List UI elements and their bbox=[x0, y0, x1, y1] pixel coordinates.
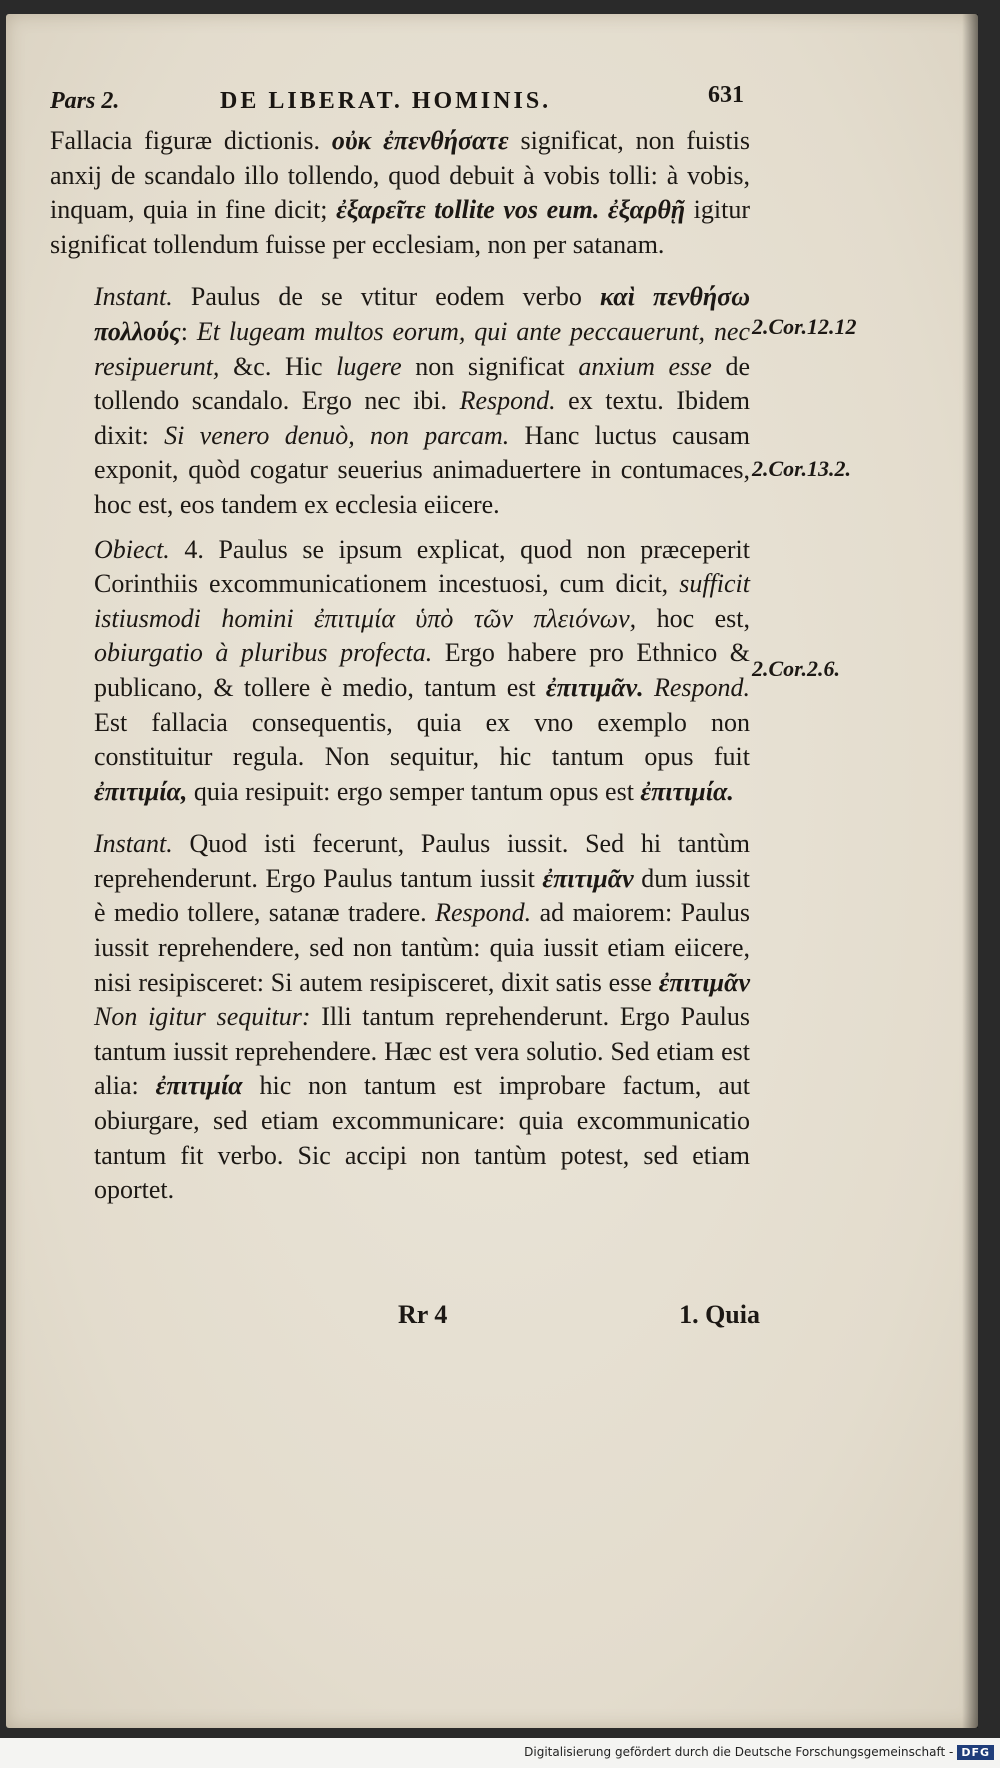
italic-text: Instant. bbox=[94, 829, 173, 859]
italic-text: Respond. bbox=[653, 672, 751, 702]
roman-text: 4. Paulus se ipsum explicat, quod non præceperit Corinthiis excommunicationem incestuosi, cum dicit, bbox=[94, 534, 750, 599]
roman-text: non significat bbox=[401, 351, 579, 381]
greek-text: ἐξαρεῖτε tollite vos eum. ἐξαρθῇ bbox=[336, 195, 686, 225]
spine-shadow bbox=[962, 14, 978, 1728]
roman-text: de tollendo scandalo. Ergo nec ibi. bbox=[94, 351, 750, 416]
paragraph bbox=[50, 827, 750, 1208]
funding-notice bbox=[524, 1742, 994, 1762]
roman-text: Fallacia figuræ dictionis. bbox=[50, 126, 332, 155]
italic-text: anxium esse bbox=[578, 351, 712, 381]
roman-text: dum iussit è medio tollere, satanæ tradere. bbox=[94, 863, 750, 928]
italic-text: Obiect. bbox=[94, 534, 170, 564]
greek-text: οὐκ ἐπενθήσατε bbox=[331, 126, 509, 155]
greek-text: ἐπιτιμία. bbox=[640, 776, 734, 806]
greek-text: ἐπιτιμᾶν bbox=[658, 967, 750, 997]
roman-text: quia resipuit: ergo semper tantum opus est bbox=[187, 776, 641, 806]
roman-text: hic non tantum est improbare factum, aut obiurgare, sed etiam excommunicare: quia excommunicatio tantum fit verbo. Sic accipi non tantùm potest, sed etiam oportet. bbox=[94, 1071, 750, 1205]
roman-text: Illi tantum reprehenderunt. Ergo Paulus tantum iussit reprehendere. Hæc est vera solutio. Sed etiam est alia: bbox=[94, 1002, 751, 1101]
page-number: 631 bbox=[708, 82, 744, 108]
roman-text: ex textu. Ibidem dixit: bbox=[94, 386, 750, 450]
header-title: DE LIBERAT. HOMINIS. bbox=[220, 88, 552, 114]
greek-text: ἐπιτιμᾶν bbox=[542, 863, 634, 893]
signature-mark: Rr 4 bbox=[398, 1300, 448, 1329]
roman-text: significat, non fuistis anxij de scandalo illo tollendo, quod debuit à vobis tolli: à vobis, inquam, quia in fine dicit; bbox=[50, 126, 750, 225]
italic-text: Respond. bbox=[435, 898, 532, 928]
funding-text: Digitalisierung gefördert durch die Deutsche Forschungsgemeinschaft - bbox=[524, 1745, 954, 1759]
italic-text: Si venero denuò, non parcam. bbox=[164, 420, 510, 450]
italic-text: lugere bbox=[336, 351, 402, 381]
roman-text: Hanc luctus causam exponit, quòd cogatur seuerius animaduertere in contumaces, hoc est, eos tandem ex ecclesia eiicere. bbox=[94, 420, 750, 519]
italic-text: Instant. bbox=[94, 282, 173, 312]
roman-text bbox=[644, 673, 654, 702]
roman-text: Ergo habere pro Ethnico & publicano, & tollere è medio, tantum est bbox=[94, 638, 750, 702]
greek-text: καὶ πενθήσω πολλούς bbox=[94, 282, 750, 346]
roman-text: : bbox=[180, 316, 197, 346]
italic-text: obiurgatio à pluribus profecta. bbox=[94, 638, 433, 668]
italic-text: Et lugeam multos eorum, qui ante peccauerunt, nec resipuerunt, bbox=[94, 316, 750, 381]
greek-text: ἐπιτιμία, bbox=[94, 776, 188, 806]
paragraph bbox=[50, 124, 750, 262]
dfg-logo-icon: DFG bbox=[957, 1745, 994, 1760]
header-part: Pars 2. bbox=[50, 88, 120, 114]
margin-note: 2.Cor.13.2. bbox=[752, 456, 852, 481]
running-header bbox=[50, 78, 744, 118]
italic-text: Non igitur sequitur: bbox=[94, 1002, 311, 1032]
paragraph bbox=[50, 533, 750, 810]
body-text bbox=[50, 124, 750, 1208]
roman-text: igitur significat tollendum fuisse per ecclesiam, non per satanam. bbox=[50, 195, 750, 259]
roman-text: Quod isti fecerunt, Paulus iussit. Sed hi tantùm reprehenderunt. Ergo Paulus tantum iussit bbox=[94, 829, 750, 893]
italic-text: Respond. bbox=[459, 386, 556, 416]
margin-note: 2.Cor.2.6. bbox=[752, 656, 841, 681]
paragraph bbox=[50, 280, 750, 522]
roman-text: &c. Hic bbox=[219, 351, 337, 381]
roman-text: ad maiorem: Paulus iussit reprehendere, sed non tantùm: quia iussit etiam eiicere, nisi resipisceret: Si autem resipisceret, dixit satis esse bbox=[94, 898, 750, 997]
catchword: 1. Quia bbox=[679, 1300, 760, 1329]
page-footer bbox=[50, 1300, 760, 1340]
greek-text: ἐπιτιμᾶν. bbox=[545, 672, 644, 702]
roman-text: hoc est, bbox=[636, 603, 751, 633]
margin-note: 2.Cor.12.12 bbox=[752, 314, 857, 339]
italic-text: sufficit istiusmodi homini ἐπιτιμία ὑπὸ τῶν πλειόνων, bbox=[94, 569, 750, 633]
greek-text: ἐπιτιμία bbox=[155, 1071, 243, 1101]
roman-text: Paulus de se vtitur eodem verbo bbox=[172, 282, 600, 312]
roman-text: Est fallacia consequentis, quia ex vno exemplo non constituitur regula. Non sequitur, hic tantum opus fuit bbox=[94, 707, 750, 772]
